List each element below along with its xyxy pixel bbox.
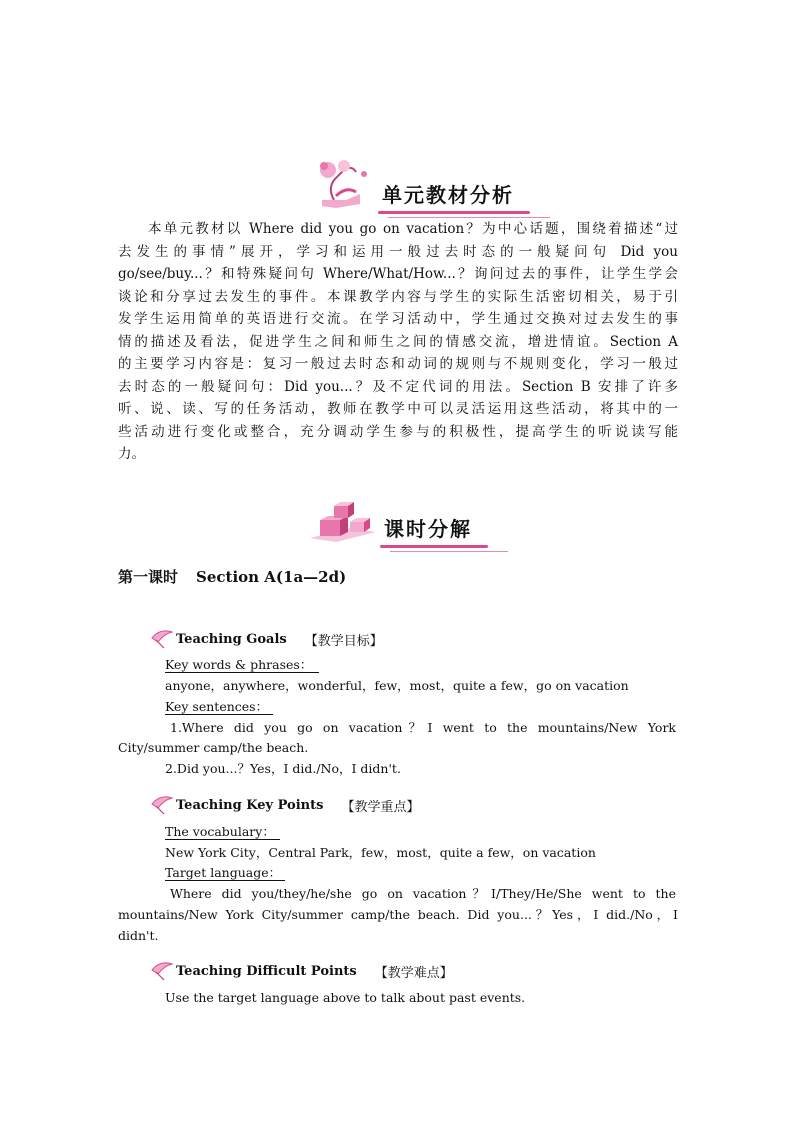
section-banner-analysis xyxy=(316,160,520,210)
key-points-heading xyxy=(150,794,419,816)
title-underline xyxy=(380,545,488,548)
para-line: 的主要学习内容是：复习一般过去时态和动词的规则与不规则变化，学习一般过 xyxy=(118,356,678,372)
vocab-label: The vocabulary： xyxy=(165,822,280,842)
difficult-points-text: Use the target language above to talk about past events. xyxy=(165,990,526,1005)
analysis-paragraph xyxy=(118,218,678,466)
vocab: New York City，Central Park，few，most，quite a few，on vacation xyxy=(165,845,596,860)
sentence-2: 2.Did you...？Yes，I did./No，I didn't. xyxy=(165,761,401,776)
para-line: 发学生运用简单的英语进行交流。在学习活动中，学生通过交换对过去发生的事 xyxy=(118,311,678,327)
key-sentences-label: Key sentences： xyxy=(165,697,273,717)
sentence-1a: 1.Where did you go on vacation？I went to the mountains/New York xyxy=(170,720,676,735)
difficult-points-heading-text: Teaching Difficult Points xyxy=(176,963,357,979)
difficult-points-heading-cn: 【教学难点】 xyxy=(374,965,453,981)
section-title xyxy=(378,179,520,210)
difficult-points-heading xyxy=(150,960,453,982)
para-line: 谈论和分享过去发生的事件。本课教学内容与学生的实际生活密切相关，易于引 xyxy=(118,288,678,305)
target-line-b: mountains/New York City/summer camp/the beach. Did you...？Yes，I did./No，I xyxy=(118,907,678,922)
para-line: 本单元教材以 Where did you go on vacation？为中心话题，围绕着描述“过 xyxy=(148,221,678,237)
target-label: Target language： xyxy=(165,863,285,883)
para-line: 去发生的事情”展开，学习和运用一般过去时态的一般疑问句 Did you xyxy=(118,243,678,260)
building-blocks-icon xyxy=(306,496,380,544)
para-line: go/see/buy...？和特殊疑问句 Where/What/How...？询问过去的事件，让学生学会 xyxy=(118,266,678,282)
flower-icon xyxy=(316,156,378,210)
leaf-icon xyxy=(150,794,174,816)
lesson-section: Section A(1a—2d) xyxy=(196,568,347,586)
lesson-label: 第一课时 xyxy=(118,568,179,586)
target-line-c: didn't. xyxy=(118,928,159,943)
lesson-title xyxy=(118,566,346,587)
para-line: 听、说、读、写的任务活动，教师在教学中可以灵活运用这些活动，将其中的一 xyxy=(118,401,678,417)
title-underline xyxy=(378,211,530,214)
leaf-icon xyxy=(150,628,174,650)
section-banner-lessons xyxy=(306,496,478,544)
para-line: 去时态的一般疑问句：Did you...？及不定代词的用法。Section B 安排了许多 xyxy=(118,378,678,395)
key-words-label: Key words & phrases： xyxy=(165,655,319,675)
key-points-heading-text: Teaching Key Points xyxy=(176,797,324,813)
goals-heading xyxy=(150,628,383,650)
key-points-heading-cn: 【教学重点】 xyxy=(341,799,420,815)
para-line: 力。 xyxy=(118,446,145,462)
key-words: anyone，anywhere，wonderful，few，most，quite a few，go on vacation xyxy=(165,678,629,693)
goals-heading-cn: 【教学目标】 xyxy=(304,633,383,649)
para-line: 情的描述及看法，促进学生之间和师生之间的情感交流，增进情谊。Section A xyxy=(118,333,678,350)
sentence-1b: City/summer camp/the beach. xyxy=(118,740,309,755)
title-underline-thin xyxy=(390,551,508,552)
section-title-text: 课时分解 xyxy=(384,517,472,541)
para-line: 些活动进行变化或整合，充分调动学生参与的积极性，提高学生的听说读写能 xyxy=(118,423,678,440)
target-line-a: Where did you/they/he/she go on vacation？I/They/He/She went to the xyxy=(170,886,676,901)
section-title-text: 单元教材分析 xyxy=(382,183,514,207)
leaf-icon xyxy=(150,960,174,982)
section-title xyxy=(380,513,478,544)
goals-heading-text: Teaching Goals xyxy=(176,631,287,647)
